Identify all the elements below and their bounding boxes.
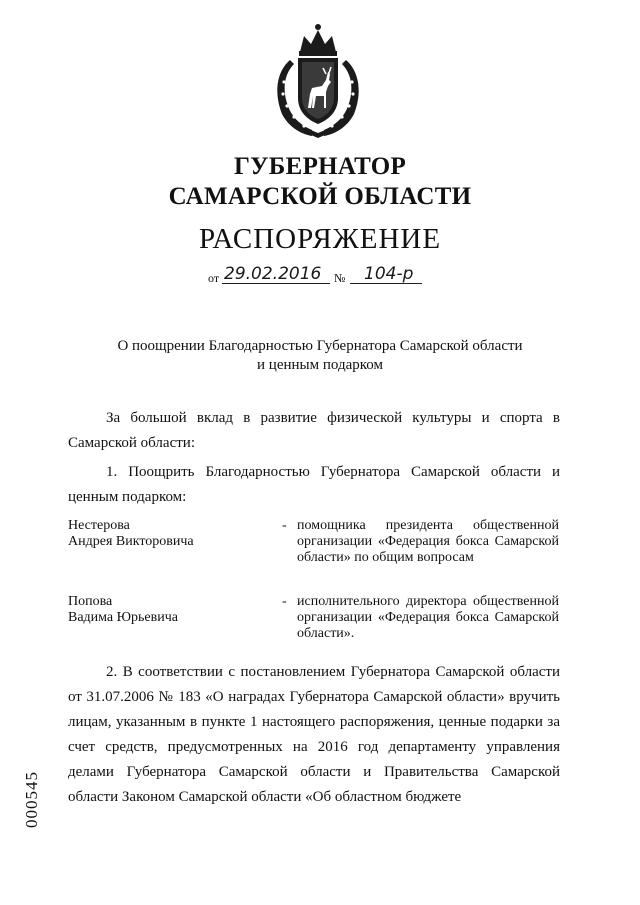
recipient-position: помощника президента общественной организации «Федерация бокса Самарской области» по общим вопросам: [297, 518, 559, 565]
handwritten-number: 104-р: [364, 264, 414, 284]
recipient-given-names: Андрея Викторовича: [68, 534, 194, 549]
number-prefix-label: №: [334, 271, 346, 285]
recipient-position: исполнительного директора общественной организации «Федерация бокса Самарской области».: [297, 594, 559, 641]
document-subject: [60, 337, 580, 375]
coat-of-arms-icon: [268, 22, 368, 140]
recipient-surname: Попова: [68, 594, 113, 609]
registration-line: [0, 260, 640, 290]
side-stamp-number: 000545: [22, 771, 41, 828]
item-2-paragraph: 2. В соответствии с постановлением Губернатора Самарской области от 31.07.2006 № 183 «О наградах Губернатора Самарской области» вручить лицам, указанным в пункте 1 настоящего распоряжения, ценные подарки за счет средств, предусмотренных на 2016 год департаменту управления делами Губернатора Самарской области и Правительства Самарской области Законом Самарской области «Об областном бюджете: [68, 664, 560, 805]
intro-paragraph: За большой вклад в развитие физической культуры и спорта в Самарской области:: [68, 410, 560, 451]
authority-title-line1: ГУБЕРНАТОР: [233, 153, 407, 180]
recipient-surname: Нестерова: [68, 518, 130, 533]
subject-line2: и ценным подарком: [257, 357, 383, 373]
recipient-dash: -: [282, 518, 287, 533]
handwritten-date: 29.02.2016: [224, 264, 322, 284]
item-1-paragraph: 1. Поощрить Благодарностью Губернатора Самарской области и ценным подарком:: [68, 464, 560, 505]
date-prefix-label: от: [208, 271, 220, 285]
recipient-dash: -: [282, 594, 287, 609]
number-underline: [350, 283, 422, 284]
authority-title-line2: САМАРСКОЙ ОБЛАСТИ: [168, 183, 472, 210]
date-underline: [222, 283, 330, 284]
document-type-heading: РАСПОРЯЖЕНИЕ: [198, 223, 442, 255]
subject-line1: О поощрении Благодарностью Губернатора Самарской области: [117, 338, 523, 354]
recipient-given-names: Вадима Юрьевича: [68, 610, 178, 625]
recipient-name: [68, 518, 268, 550]
recipient-name: [68, 594, 268, 626]
